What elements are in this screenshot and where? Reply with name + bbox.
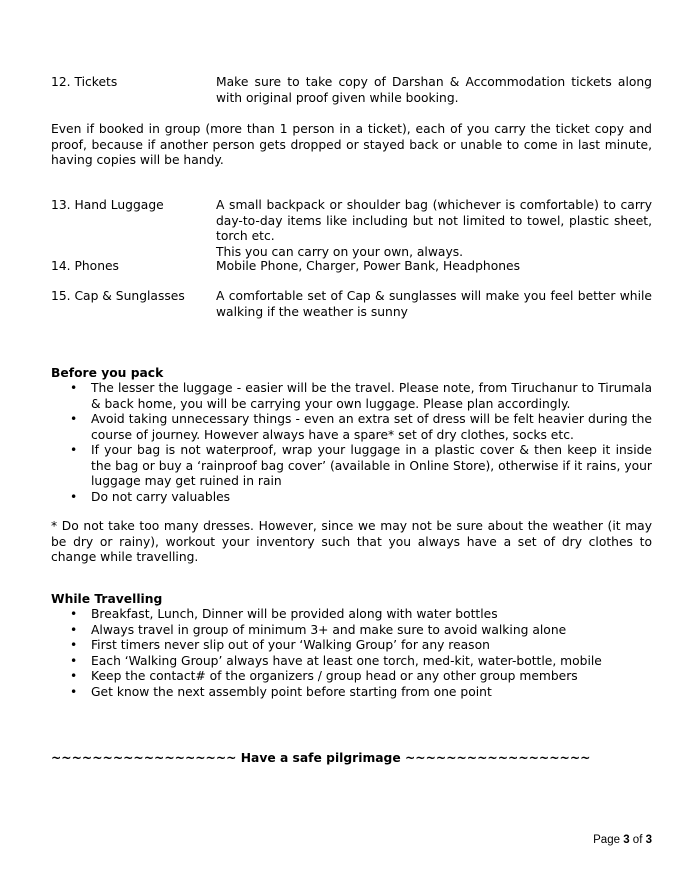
list-item: • First timers never slip out of your ‘Walking Group’ for any reason [70, 638, 490, 652]
item-13-desc [216, 198, 652, 260]
bullet-icon: • [70, 412, 78, 426]
list-item: • The lesser the luggage - easier will be the travel. Please note, from Tiruchanur to Tirumala & back home, you will be carrying your own luggage. Please plan accordingly. [70, 381, 652, 411]
item-13-label: 13. Hand Luggage [51, 198, 164, 212]
list-item: • Always travel in group of minimum 3+ and make sure to avoid walking alone [70, 622, 567, 637]
page-of-word: of [632, 834, 643, 846]
bullet-icon: • [70, 443, 78, 457]
before-pack-list [51, 381, 652, 505]
item-13-desc-line1: A small backpack or shoulder bag (whichever is comfortable) to carry day-to-day items like including but not limited to towel, plastic sheet, torch etc. [216, 198, 652, 243]
while-travelling-list [51, 607, 652, 700]
bullet-icon: • [70, 607, 78, 621]
item-15-desc: A comfortable set of Cap & sunglasses will make you feel better while walking if the weather is sunny [216, 289, 652, 319]
item-12-label: 12. Tickets [51, 75, 118, 89]
bullet-icon: • [70, 489, 78, 504]
bullet-icon: • [70, 653, 78, 668]
bullet-icon: • [70, 381, 78, 395]
bullet-icon: • [70, 669, 78, 683]
list-item: • Breakfast, Lunch, Dinner will be provided along with water bottles [70, 607, 498, 621]
list-item: • Each ‘Walking Group’ always have at least one torch, med-kit, water-bottle, mobile [70, 653, 602, 668]
item-14-label: 14. Phones [51, 259, 119, 273]
item-15-label: 15. Cap & Sunglasses [51, 289, 185, 303]
before-pack-heading: Before you pack [51, 366, 164, 380]
bullet-icon: • [70, 622, 78, 637]
dress-footnote: * Do not take too many dresses. However, since we may not be sure about the weather (it may be dry or rainy), workout your inventory such that you always have a set of dry clothes to change while travelling. [51, 519, 652, 564]
item-14-desc: Mobile Phone, Charger, Power Bank, Headphones [216, 259, 520, 273]
page-word: Page [593, 834, 620, 846]
page-footer [593, 833, 652, 849]
item-12-desc: Make sure to take copy of Darshan & Accommodation tickets along with original proof given while booking. [216, 75, 652, 105]
bullet-icon: • [70, 684, 78, 699]
list-item: • If your bag is not waterproof, wrap your luggage in a plastic cover & then keep it inside the bag or buy a ‘rainproof bag cover’ (available in Online Store), otherwise if it rains, your luggage may get ruined in rain [70, 443, 652, 488]
page-current: 3 [623, 834, 630, 846]
ticket-note: Even if booked in group (more than 1 person in a ticket), each of you carry the ticket copy and proof, because if another person gets dropped or stayed back or unable to come in last minute, having copies will be handy. [51, 122, 652, 167]
list-item: • Get know the next assembly point before starting from one point [70, 684, 492, 699]
list-item: • Do not carry valuables [70, 489, 231, 504]
list-item: • Keep the contact# of the organizers / group head or any other group members [70, 669, 578, 683]
closing-line: ~~~~~~~~~~~~~~~~~~ Have a safe pilgrimage ~~~~~~~~~~~~~~~~~~ [51, 751, 591, 765]
page-total: 3 [645, 834, 652, 846]
list-item: • Avoid taking unnecessary things - even an extra set of dress will be felt heavier during the course of journey. However always have a spare* set of dry clothes, socks etc. [70, 412, 652, 442]
item-13-desc-line2: This you can carry on your own, always. [216, 244, 464, 259]
bullet-icon: • [70, 638, 78, 652]
while-travelling-heading: While Travelling [51, 592, 163, 606]
